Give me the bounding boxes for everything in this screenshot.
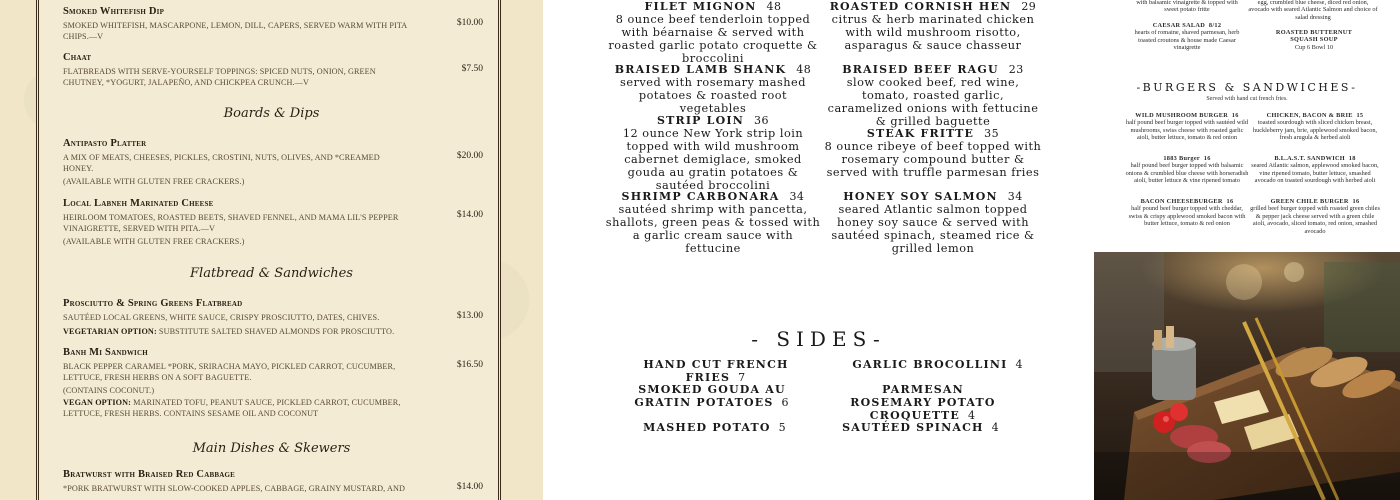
soup-price: Cup 6 Bowl 10 bbox=[1294, 43, 1334, 51]
entree-filet-mignon bbox=[603, 0, 823, 65]
entree-description: citrus & herb marinated chicken with wild mushroom risotto, asparagus & sauce chasseur bbox=[831, 13, 1035, 52]
burger-price: 15 bbox=[1356, 112, 1364, 119]
entree-strip-loin bbox=[605, 114, 821, 192]
charcuterie-board-photo bbox=[1094, 252, 1400, 500]
burger-name: BACON CHEESEBURGER bbox=[1140, 198, 1223, 205]
entree-description: slow cooked beef, red wine, tomato, roasted garlic, caramelized onions with fettucine & grilled baguette bbox=[827, 76, 1039, 128]
burger-price: 16 bbox=[1203, 155, 1211, 162]
option-text: MARINATED TOFU, PEANUT SAUCE, PICKLED CARROT, CUCUMBER, LETTUCE, FRESH HERBS. CONTAINS SESAME OIL AND COCONUT bbox=[63, 398, 401, 418]
section-title-boards: Boards & Dips bbox=[223, 106, 320, 121]
side-mashed-potato bbox=[635, 421, 795, 434]
menu-item-labneh bbox=[63, 198, 483, 246]
entree-title bbox=[605, 114, 821, 127]
side-price: 4 bbox=[968, 409, 977, 422]
item-price: $14.00 bbox=[456, 210, 483, 220]
burger-description: toasted sourdough with sliced chicken breast, huckleberry jam, brie, applewood smoked bacon, fresh arugula & herbed aioli bbox=[1252, 119, 1378, 142]
entree-price: 48 bbox=[796, 63, 812, 76]
side-french-fries bbox=[621, 358, 811, 384]
entree-title bbox=[603, 0, 823, 13]
entree-title bbox=[605, 63, 821, 76]
entree-title bbox=[821, 190, 1045, 203]
burger-description: half pound beef burger topped with balsamic onions & crumbled blue cheese with horseradish aioli, butter lettuce & vine ripened tomato bbox=[1125, 162, 1249, 185]
menu-item-antipasto bbox=[63, 138, 483, 186]
item-option bbox=[63, 398, 408, 419]
burger-1883 bbox=[1124, 155, 1250, 185]
item-note: (CONTAINS COCONUT.) bbox=[63, 386, 155, 395]
side-sauteed-spinach bbox=[841, 421, 1001, 434]
salad-price: 8/12 bbox=[1208, 22, 1222, 29]
entree-cornish-hen bbox=[819, 0, 1047, 52]
burger-wild-mushroom bbox=[1124, 112, 1250, 142]
entree-shrimp-carbonara bbox=[605, 190, 821, 255]
burger-title bbox=[1250, 155, 1380, 162]
menu-item-prosciutto-flatbread bbox=[63, 298, 483, 336]
entree-title bbox=[819, 0, 1047, 13]
burger-description: half pound beef burger topped with sautéed wild mushrooms, swiss cheese with roasted garlic aioli, butter lettuce, tomato & red onion bbox=[1125, 119, 1249, 142]
item-description: SMOKED WHITEFISH, MASCARPONE, LEMON, DILL, CAPERS, SERVED WARM WITH PITA CHIPS.—V bbox=[63, 21, 407, 41]
side-price: 5 bbox=[778, 421, 787, 434]
entree-name: STEAK FRITTE bbox=[866, 127, 975, 140]
soup-title: ROASTED BUTTERNUT SQUASH SOUP bbox=[1275, 29, 1353, 44]
entree-price: 29 bbox=[1021, 0, 1037, 13]
item-name: Banh Mi Sandwich bbox=[63, 347, 148, 358]
burger-bacon-cheeseburger bbox=[1124, 198, 1250, 228]
item-option bbox=[63, 327, 483, 336]
entree-title bbox=[821, 127, 1045, 140]
salad-description: hearts of romaine, shaved parmesan, herb toasted croutons & house made Caesar vinaigrette bbox=[1134, 29, 1240, 52]
burger-name: B.L.A.S.T. SANDWICH bbox=[1274, 155, 1345, 162]
burgers-heading: -BURGERS & SANDWICHES- bbox=[1136, 81, 1358, 94]
option-label: VEGAN OPTION: bbox=[63, 398, 131, 407]
entree-name: BRAISED LAMB SHANK bbox=[614, 63, 787, 76]
entree-title bbox=[605, 190, 821, 203]
side-price: 7 bbox=[738, 371, 747, 384]
item-name: Antipasto Platter bbox=[63, 138, 147, 149]
side-name: GARLIC BROCOLLINI bbox=[852, 358, 1008, 371]
restaurant-menu-entrees-page bbox=[543, 0, 1094, 500]
item-name: Prosciutto & Spring Greens Flatbread bbox=[63, 298, 243, 309]
side-price: 6 bbox=[781, 396, 790, 409]
menu-item-bratwurst bbox=[63, 469, 483, 495]
burger-price: 18 bbox=[1348, 155, 1356, 162]
entree-price: 23 bbox=[1008, 63, 1024, 76]
side-garlic-broccolini bbox=[843, 358, 1033, 371]
burger-description: seared Atlantic salmon, applewood smoked bacon, vine ripened tomato, butter lettuce, smashed avocado on toasted sourdough with herbed aioli bbox=[1251, 162, 1379, 185]
burger-title bbox=[1124, 198, 1250, 205]
entree-name: FILET MIGNON bbox=[644, 0, 757, 13]
side-name: MASHED POTATO bbox=[643, 421, 771, 434]
salad-fragment-right: egg, crumbled blue cheese, diced red onion, avocado with seared Atlantic Salmon and choice of salad dressing bbox=[1248, 0, 1378, 21]
burger-title bbox=[1250, 198, 1380, 205]
burger-name: 1883 Burger bbox=[1163, 155, 1201, 162]
item-name: Smoked Whitefish Dip bbox=[63, 6, 165, 17]
sandwich-chicken-bacon-brie bbox=[1250, 112, 1380, 142]
menu-item-smoked-whitefish-dip bbox=[63, 6, 483, 42]
salad-title bbox=[1130, 22, 1244, 29]
menu-item-chaat bbox=[63, 52, 483, 88]
burger-title bbox=[1250, 112, 1380, 119]
menu-item-banh-mi bbox=[63, 347, 483, 419]
sides-heading: - SIDES- bbox=[751, 327, 886, 351]
side-name: SAUTÉED SPINACH bbox=[842, 421, 984, 434]
entree-description: seared Atlantic salmon topped honey soy sauce & served with sautéed spinach, steamed rice & grilled lemon bbox=[831, 203, 1035, 255]
burger-description: half pound beef burger topped with cheddar, swiss & crispy applewood smoked bacon with butter lettuce, tomato & red onion bbox=[1128, 205, 1246, 228]
entree-honey-soy-salmon bbox=[821, 190, 1045, 255]
item-name: Local Labneh Marinated Cheese bbox=[63, 198, 214, 209]
entree-description: served with rosemary mashed potatoes & roasted root vegetables bbox=[620, 76, 806, 115]
entree-lamb-shank bbox=[605, 63, 821, 115]
burger-name: GREEN CHILE BURGER bbox=[1270, 198, 1349, 205]
salad-name: CAESAR SALAD bbox=[1152, 22, 1206, 29]
entree-price: 48 bbox=[766, 0, 782, 13]
burger-title bbox=[1124, 155, 1250, 162]
item-price: $13.00 bbox=[456, 311, 483, 321]
option-label: VEGETARIAN OPTION: bbox=[63, 326, 157, 336]
entree-name: ROASTED CORNISH HEN bbox=[829, 0, 1012, 13]
entree-description: sautéed shrimp with pancetta, shallots, green peas & tossed with a garlic cream sauce with fettucine bbox=[605, 203, 821, 255]
entree-price: 35 bbox=[984, 127, 1000, 140]
item-price: $10.00 bbox=[456, 18, 483, 28]
entree-steak-fritte bbox=[821, 127, 1045, 179]
burger-name: WILD MUSHROOM BURGER bbox=[1135, 112, 1229, 119]
butternut-squash-soup bbox=[1264, 29, 1364, 51]
entree-name: STRIP LOIN bbox=[656, 114, 745, 127]
burger-description: grilled beef burger topped with roasted green chiles & pepper jack cheese served with a green chile aioli, avocado, sliced tomato, red onion, smashed avocado bbox=[1250, 205, 1380, 235]
burger-name: CHICKEN, BACON & BRIE bbox=[1266, 112, 1353, 119]
charcuterie-board-illustration bbox=[1094, 252, 1400, 500]
entree-title bbox=[823, 63, 1043, 76]
section-title-flatbread: Flatbread & Sandwiches bbox=[190, 266, 353, 281]
item-description: BLACK PEPPER CARAMEL *PORK, SRIRACHA MAYO, PICKLED CARROT, CUCUMBER, LETTUCE, FRESH HERBS ON A SOFT BAGUETTE. bbox=[63, 362, 396, 382]
item-price: $20.00 bbox=[456, 151, 483, 161]
burger-green-chile bbox=[1250, 198, 1380, 235]
burgers-subheading: Served with hand cut french fries. bbox=[1206, 96, 1288, 102]
burger-price: 16 bbox=[1226, 198, 1234, 205]
item-description: *PORK BRATWURST WITH SLOW-COOKED APPLES, CABBAGE, GRAINY MUSTARD, AND bbox=[63, 484, 406, 493]
entree-name: BRAISED BEEF RAGU bbox=[842, 63, 999, 76]
entree-description: 8 ounce ribeye of beef topped with rosemary compound butter & served with truffle parmesan fries bbox=[824, 140, 1042, 179]
restaurant-menu-burgers-page bbox=[1094, 0, 1400, 252]
item-price: $7.50 bbox=[461, 64, 483, 74]
option-text: SUBSTITUTE SALTED SHAVED ALMONDS FOR PROSCIUTTO. bbox=[158, 326, 395, 336]
item-note: (AVAILABLE WITH GLUTEN FREE CRACKERS.) bbox=[63, 237, 245, 246]
menu-card bbox=[36, 0, 501, 500]
side-name: PARMESAN ROSEMARY POTATO CROQUETTE bbox=[850, 383, 996, 422]
side-name: HAND CUT FRENCH FRIES bbox=[643, 358, 789, 384]
item-name: Chaat bbox=[63, 52, 92, 63]
item-description: FLATBREADS WITH SERVE-YOURSELF TOPPINGS: SPICED NUTS, ONION, GREEN CHUTNEY, *YOGURT, JALAPEÑO, AND CHICKPEA CRUNCH.—V bbox=[63, 67, 376, 87]
item-price: $16.50 bbox=[456, 360, 483, 370]
entree-description: 12 ounce New York strip loin topped with wild mushroom cabernet demiglace, smoked gouda au gratin potatoes & sautéed broccolini bbox=[622, 127, 804, 192]
item-description: SAUTÉED LOCAL GREENS, WHITE SAUCE, CRISPY PROSCIUTTO, DATES, CHIVES. bbox=[63, 313, 380, 322]
side-price: 4 bbox=[991, 421, 1000, 434]
item-description: A MIX OF MEATS, CHEESES, PICKLES, CROSTINI, NUTS, OLIVES, AND *CREAMED HONEY. bbox=[63, 153, 380, 173]
item-name: Bratwurst with Braised Red Cabbage bbox=[63, 469, 235, 480]
entree-price: 36 bbox=[754, 114, 770, 127]
item-note: (AVAILABLE WITH GLUTEN FREE CRACKERS.) bbox=[63, 177, 245, 186]
item-price: $14.00 bbox=[456, 482, 483, 492]
side-price: 4 bbox=[1015, 358, 1024, 371]
burger-price: 16 bbox=[1352, 198, 1360, 205]
salad-fragment-left: with balsamic vinaigrette & topped with sweet potato fritte bbox=[1136, 0, 1238, 14]
restaurant-menu-left-page bbox=[0, 0, 543, 500]
section-title-mains: Main Dishes & Skewers bbox=[192, 441, 351, 456]
entree-name: SHRIMP CARBONARA bbox=[621, 190, 780, 203]
entree-price: 34 bbox=[789, 190, 805, 203]
sandwich-blast bbox=[1250, 155, 1380, 185]
entree-beef-ragu bbox=[823, 63, 1043, 128]
burger-title bbox=[1124, 112, 1250, 119]
caesar-salad bbox=[1130, 22, 1244, 52]
entree-description: 8 ounce beef tenderloin topped with béarnaise & served with roasted garlic potato croquette & broccolini bbox=[608, 13, 818, 65]
item-description: HEIRLOOM TOMATOES, ROASTED BEETS, SHAVED FENNEL, AND MAMA LIL'S PEPPER VINAIGRETTE, SERVED WITH PITA.—V bbox=[63, 213, 399, 233]
side-gouda-au-gratin bbox=[627, 383, 797, 409]
entree-price: 34 bbox=[1007, 190, 1023, 203]
burger-price: 16 bbox=[1231, 112, 1239, 119]
side-name: SMOKED GOUDA AU GRATIN POTATOES bbox=[634, 383, 786, 409]
entree-name: HONEY SOY SALMON bbox=[843, 190, 998, 203]
side-potato-croquette bbox=[849, 383, 997, 422]
